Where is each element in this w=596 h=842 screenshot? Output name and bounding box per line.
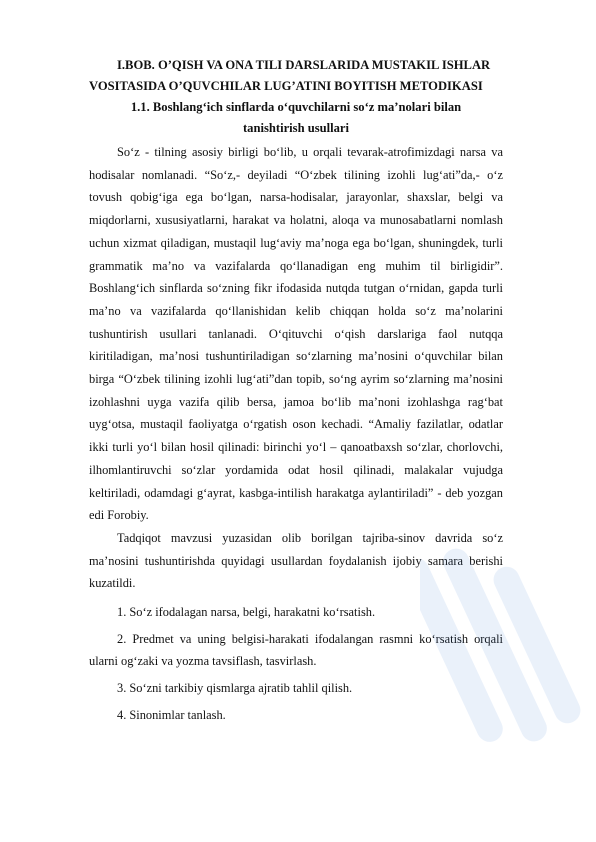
chapter-title: I.BOB. O’QISH VA ONA TILI DARSLARIDA MUSTAKIL ISHLAR VOSITASIDA O’QUVCHILAR LUG’ATINI BOYITISH METODIKASI bbox=[89, 58, 491, 93]
paragraph-1: So‘z - tilning asosiy birligi bo‘lib, u orqali tevarak-atrofimizdagi narsa va hodisalar nomlanadi. “So‘z,- deyiladi “O‘zbek tilining izohli lug‘ati”da,- o‘z tovush qobig‘iga ega bo‘lgan, narsa-hodisalar, jarayonlar, shaxslar, belgi va miqdorlarni, xususiyatlarni, harakat va holatni, aloqa va munosabatlarni nomlash uchun xizmat qiladigan, mustaqil lug‘aviy ma’noga ega bo‘lgan, shuningdek, turli grammatik ma’no va vazifalarda qo‘llanadigan eng muhim til birligidir”. Boshlang‘ich sinflarda so‘zning fikr ifodasida nutqda tutgan o‘rnidan, gapda turli ma’no va vazifalarda qo‘llanishidan kelib chiqqan holda so‘z ma’nolarini tushuntirish usullari tanlanadi. O‘qituvchi o‘qish darslariga faol nutqqa kiritiladigan, ma’nosi tushuntiriladigan so‘zlarning ma’nosini o‘quvchilar bilan birga “O‘zbek tilining izohli lug‘ati”dan topib, so‘ng ayrim so‘zlarning ma’nosini izohlashni uyga vazifa qilib bersa, jamoa bo‘lib ma’noni izohlashga rag‘bat uyg‘otsa, mustaqil faoliyatga o‘rgatish oson kechadi. “Amaliy fazilatlar, odatlar ikki turli yo‘l bilan hosil qilinadi: birinchi yo‘l – qanoatbaxsh so‘zlar, chorlovchi, ilhomlantiruvchi so‘zlar yordamida odat hosil qilinadi, malakalar vujudga keltiriladi, odamdagi g‘ayrat, kasbga-intilish harakatga aylantiriladi” - deb yozgan edi Forobiy. bbox=[89, 145, 503, 523]
list-item-4: 4. Sinonimlar tanlash. bbox=[117, 707, 226, 722]
list-item-2: 2. Predmet va uning belgisi-harakati ifodalangan rasmni ko‘rsatish orqali ularni og‘zaki va yozma tavsiflash, tasvirlash. bbox=[89, 631, 503, 669]
section-title bbox=[89, 97, 503, 139]
paragraph-2: Tadqiqot mavzusi yuzasidan olib borilgan tajriba-sinov davrida so‘z ma’nosini tushuntirishda quyidagi usullardan foydalanish ijobiy samara berishi kuzatildi. bbox=[89, 530, 503, 591]
list-item-1: 1. So‘z ifodalagan narsa, belgi, harakatni ko‘rsatish. bbox=[117, 605, 376, 620]
section-title-line-2: tanishtirish usullari bbox=[242, 121, 350, 135]
page-content bbox=[89, 55, 503, 731]
section-title-line-1: 1.1. Boshlang‘ich sinflarda o‘quvchilarni so‘z ma’nolari bilan bbox=[130, 100, 462, 114]
list-item-3: 3. So‘zni tarkibiy qismlarga ajratib tahlil qilish. bbox=[117, 681, 353, 696]
